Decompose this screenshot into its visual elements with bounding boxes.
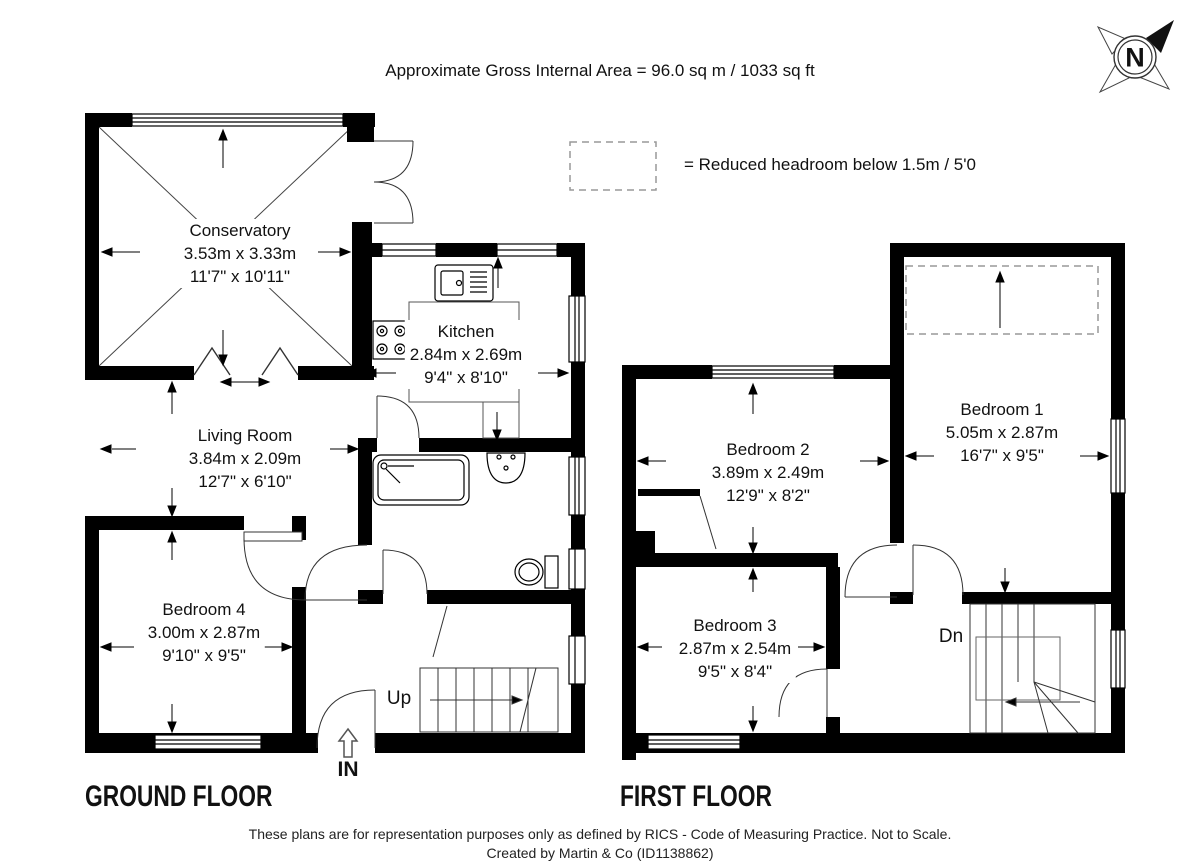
room-size-metric: 3.53m x 3.33m [183,244,297,263]
window [712,366,834,378]
stairs-up-label: Up [386,688,412,709]
room-name: Bedroom 1 [960,400,1044,419]
room-label-conservatory [179,219,301,288]
room-size-metric: 3.89m x 2.49m [711,463,825,482]
first-floor-title: FIRST FLOOR [620,780,772,813]
room-size-metric: 3.84m x 2.09m [188,449,302,468]
window [569,636,585,684]
room-name: Bedroom 4 [162,600,246,619]
room-size-imperial: 12'9" x 8'2" [726,486,810,505]
credit-text: Created by Martin & Co (ID1138862) [486,845,714,861]
room-name: Living Room [197,426,293,445]
room-size-imperial: 11'7" x 10'11" [189,267,291,286]
room-size-imperial: 16'7" x 9'5" [960,446,1044,465]
room-label-bedroom-4 [143,598,265,667]
folding-door [262,348,298,375]
window [569,549,585,589]
staircase-down [970,604,1095,733]
toilet [515,556,558,588]
ground-floor-title: GROUND FLOOR [85,780,273,813]
room-size-imperial: 12'7" x 6'10" [198,472,292,491]
reduced-headroom-legend-swatch [570,142,656,190]
disclaimer-text: These plans are for representation purposes only as defined by RICS - Code of Measuring Practice. Not to Scale. [248,826,952,842]
room-size-metric: 3.00m x 2.87m [147,623,261,642]
window [132,114,343,126]
room-name: Bedroom 3 [693,616,777,635]
window [1111,630,1125,688]
compass-north-label: N [1125,42,1145,73]
staircase-up [420,668,558,732]
room-label-kitchen [405,320,527,389]
hob [373,321,409,359]
room-label-living-room [184,424,306,493]
room-name: Bedroom 2 [726,440,810,459]
bathtub [373,455,469,505]
room-size-metric: 5.05m x 2.87m [945,423,1059,442]
room-name: Conservatory [189,221,291,240]
window [1111,419,1125,493]
room-label-bedroom-2 [707,438,829,507]
window [497,244,557,256]
room-size-imperial: 9'4" x 8'10" [424,368,508,387]
entrance-label: IN [337,758,359,781]
kitchen-sink [435,265,493,301]
stairs-down-label: Dn [938,626,964,647]
room-size-imperial: 9'5" x 8'4" [697,662,773,681]
room-size-imperial: 9'10" x 9'5" [162,646,246,665]
room-label-bedroom-1 [941,398,1063,467]
bathroom-fixtures [373,453,558,588]
room-size-metric: 2.84m x 2.69m [409,345,523,364]
window [569,457,585,515]
basin [487,453,525,483]
window [648,735,740,749]
page-title: Approximate Gross Internal Area = 96.0 sq m / 1033 sq ft [385,61,815,80]
reduced-headroom-legend-label: = Reduced headroom below 1.5m / 5'0 [684,155,976,174]
room-name: Kitchen [437,322,495,341]
window [569,296,585,362]
window [155,735,261,749]
entrance-arrow-icon [339,729,357,757]
understair-door [433,606,447,657]
room-size-metric: 2.87m x 2.54m [678,639,792,658]
room-label-bedroom-3 [674,614,796,683]
window [382,244,436,256]
